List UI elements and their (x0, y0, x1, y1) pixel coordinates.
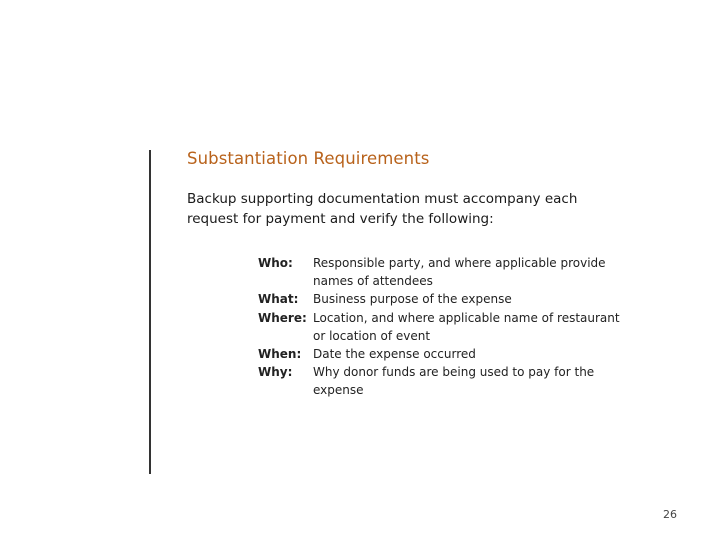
vertical-divider (149, 150, 151, 474)
requirement-label: Where: (258, 310, 307, 325)
requirement-label: Who: (258, 256, 293, 270)
slide-title: Substantiation Requirements (187, 149, 430, 168)
requirement-text: Date the expense occurred (313, 347, 476, 362)
intro-paragraph: Backup supporting documentation must accompany each request for payment and verify the following: (187, 191, 578, 227)
requirement-label: What: (258, 292, 299, 307)
requirement-label: When: (258, 347, 302, 362)
requirement-text: Responsible party, and where applicable provide names of attendees (313, 256, 606, 289)
requirement-text: Location, and where applicable name of restaurant or location of event (313, 310, 620, 343)
requirement-where (258, 309, 638, 345)
requirement-label: Why: (258, 365, 293, 380)
requirement-text: Business purpose of the expense (313, 292, 512, 307)
page-number: 26 (663, 508, 677, 521)
requirements-list (258, 254, 638, 400)
requirement-what (258, 290, 638, 308)
requirement-why (258, 363, 638, 399)
requirement-when (258, 345, 638, 363)
requirement-who (258, 254, 638, 290)
requirement-text: Why donor funds are being used to pay for the expense (313, 365, 595, 398)
